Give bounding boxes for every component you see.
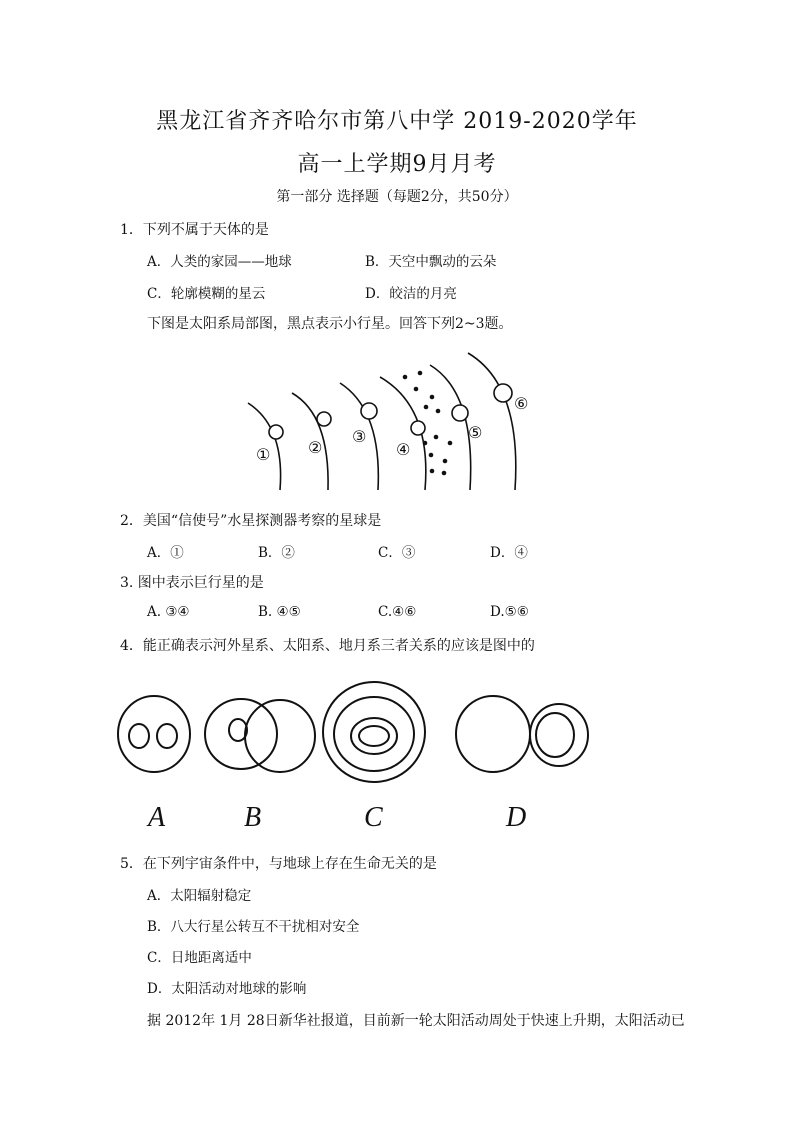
question-3-option-b: B. ④⑤: [258, 604, 301, 620]
planet-3: [361, 403, 377, 419]
question-1-option-b: B．天空中飘动的云朵: [365, 254, 497, 270]
planet-1: [269, 425, 283, 439]
question-1-option-a: A．人类的家园——地球: [147, 254, 292, 270]
question-5-option-a: A．太阳辐射稳定: [147, 888, 252, 904]
label-6: ⑥: [514, 394, 529, 413]
diagram-label-d: D: [506, 802, 527, 833]
question-3-option-c: C.④⑥: [378, 604, 417, 620]
diagram-label-c: C: [364, 802, 383, 833]
question-3-stem: 3. 图中表示巨行星的是: [120, 575, 264, 591]
question-2-option-c: C．③: [378, 545, 416, 561]
question-5-option-c: C．日地距离适中: [147, 950, 252, 966]
option-c-diagram: [323, 682, 425, 782]
exam-title-line1: 黑龙江省齐齐哈尔市第八中学 2019-2020学年: [156, 109, 638, 134]
option-b-diagram: [205, 699, 315, 772]
diagram-label-b: B: [244, 802, 262, 833]
orbit-5: [430, 365, 471, 490]
question-4-stem: 4．能正确表示河外星系、太阳系、地月系三者关系的应该是图中的: [120, 638, 535, 654]
label-1: ①: [256, 445, 271, 464]
question-1-stem: 1．下列不属于天体的是: [120, 222, 269, 238]
question-2-stem: 2．美国“信使号”水星探测器考察的星球是: [120, 513, 382, 529]
diagram-label-a: A: [148, 802, 166, 833]
asteroid-belt: [403, 371, 453, 476]
question-5-stem: 5．在下列宇宙条件中，与地球上存在生命无关的是: [120, 856, 437, 872]
label-5: ⑤: [468, 423, 483, 442]
planet-4: [411, 421, 425, 435]
question-2-option-a: A．①: [147, 545, 184, 561]
planet-5: [452, 405, 468, 421]
question-3-option-d: D.⑤⑥: [490, 604, 529, 620]
question-2-option-b: B．②: [258, 545, 295, 561]
question-5-option-d: D．太阳活动对地球的影响: [147, 981, 307, 997]
label-4: ④: [396, 440, 411, 459]
reading-passage: 据 2012年 1月 28日新华社报道，目前新一轮太阳活动周处于快速上升期，太阳活动已: [147, 1013, 685, 1029]
question-2-option-d: D．④: [490, 545, 528, 561]
section-heading: 第一部分 选择题（每题2分，共50分）: [276, 189, 518, 205]
galaxy-system-diagrams: [110, 680, 600, 833]
question-3-option-a: A. ③④: [147, 604, 190, 620]
planet-6: [494, 384, 512, 402]
planet-2: [317, 412, 331, 426]
solar-system-diagram: [240, 345, 550, 495]
exam-title-line2: 高一上学期9月月考: [297, 152, 497, 177]
option-a-diagram: [118, 696, 190, 772]
question-1-option-c: C．轮廓模糊的星云: [147, 286, 266, 302]
label-2: ②: [308, 438, 323, 457]
orbit-6: [468, 353, 516, 490]
option-d-diagram: [456, 696, 588, 772]
label-3: ③: [352, 427, 367, 446]
intro-questions-2-3: 下图是太阳系局部图，黑点表示小行星。回答下列2~3题。: [147, 316, 513, 332]
question-1-option-d: D．皎洁的月亮: [365, 286, 457, 302]
question-5-option-b: B．八大行星公转互不干扰相对安全: [147, 919, 360, 935]
